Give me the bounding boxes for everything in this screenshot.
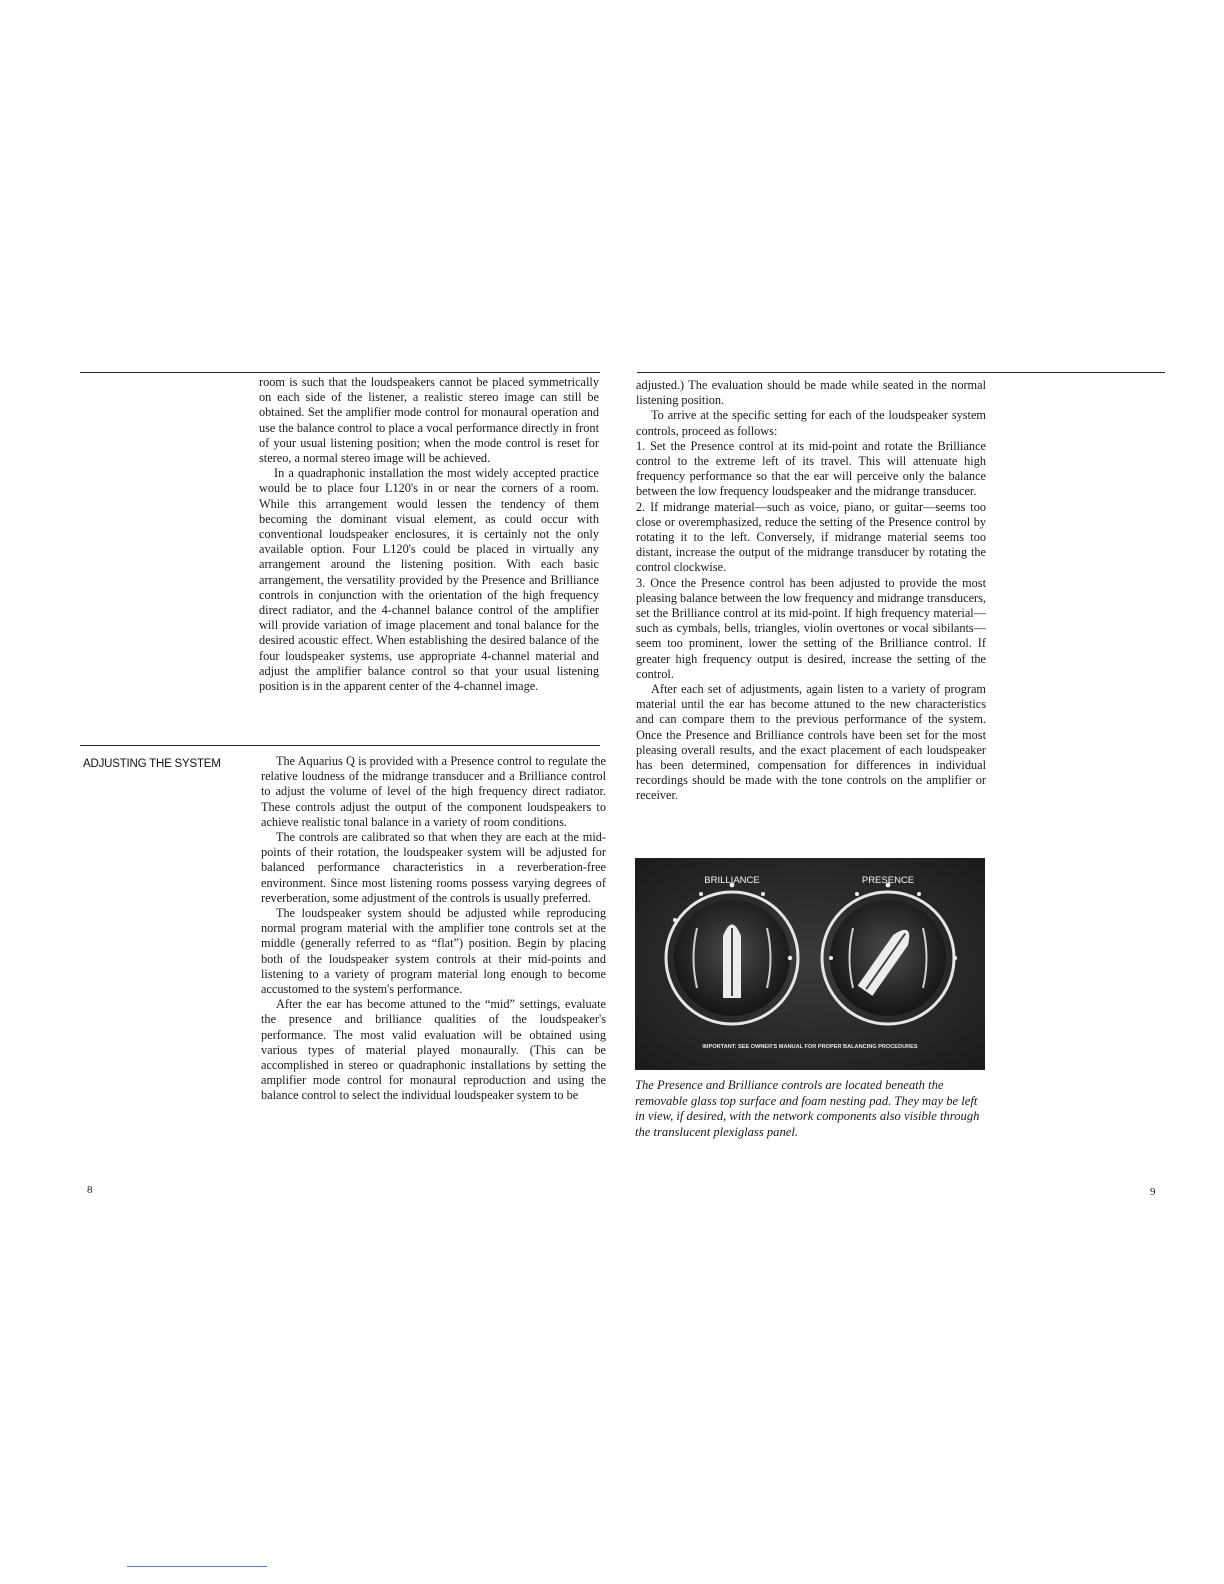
controls-illustration bbox=[635, 858, 985, 1070]
left-lower-paragraph-4: After the ear has become attuned to the “mid” settings, evaluate the presence and brilliance qualities of the loudspeaker's performance. The most valid evaluation will be obtained using various types of material played monaurally. (This can be accomplished in stereo or quadraphonic installations by setting the amplifier mode control for monaural reproduction and using the balance control to select the individual loudspeaker system to be bbox=[261, 997, 606, 1103]
right-column-text bbox=[636, 378, 986, 804]
lead-paragraph: To arrive at the specific setting for each of the loudspeaker system controls, proceed as follows: bbox=[636, 408, 986, 438]
top-rule-right bbox=[637, 372, 1165, 373]
step-1-paragraph: 1. Set the Presence control at its mid-point and rotate the Brilliance control to the extreme left of its travel. This will attenuate high frequency performance so that the ear will perceive only the balance between the low frequency loudspeaker and the midrange transducer. bbox=[636, 438, 986, 499]
footer-line bbox=[127, 1566, 267, 1567]
closing-paragraph: After each set of adjustments, again listen to a variety of program material until the ear has become attuned to the new characteristics and can compare them to the previous performance of the system. Once the Presence and Brilliance controls have been set for the most pleasing overall results, and the exact placement of each loudspeaker has been determined, compensation for differences in individual recordings should be made with the tone controls on the amplifier or receiver. bbox=[636, 682, 986, 803]
left-upper-paragraph-2: In a quadraphonic installation the most widely accepted practice would be to place four L120's in or near the corners of a room. While this arrangement would lessen the tendency of them becoming the dominant visual element, as could occur with conventional loudspeaker enclosures, it is certainly not the only available option. Four L120's could be placed in virtually any arrangement around the listening position. With each basic arrangement, the versatility provided by the Presence and Brilliance controls in conjunction with the orientation of the high frequency direct radiator, and the 4-channel balance control of the amplifier will provide variation of image placement and tonal balance for the desired acoustic effect. When establishing the desired balance of the four loudspeaker systems, use appropriate 4-channel material and adjust the amplifier balance control so that your usual listening position is in the apparent center of the 4-channel image. bbox=[259, 466, 599, 694]
left-lower-paragraph-1: The Aquarius Q is provided with a Presence control to regulate the relative loudness of the midrange transducer and a Brilliance control to adjust the volume of level of the high frequency direct radiator. These controls adjust the output of the component loudspeakers to achieve realistic tonal balance in a variety of room conditions. bbox=[261, 754, 606, 829]
section-heading: ADJUSTING THE SYSTEM bbox=[83, 758, 221, 770]
page-number-left: 8 bbox=[87, 1184, 93, 1196]
controls-photo bbox=[635, 858, 985, 1070]
intro-paragraph: adjusted.) The evaluation should be made while seated in the normal listening position. bbox=[636, 378, 986, 408]
left-upper-paragraph-1: room is such that the loudspeakers cannot be placed symmetrically on each side of the listener, a realistic stereo image can still be obtained. Set the amplifier mode control for monaural operation and use the balance control to place a vocal performance directly in front of your usual listening position; when the mode control is reset for stereo, a normal stereo image will be achieved. bbox=[259, 375, 599, 466]
page-number-right: 9 bbox=[1150, 1186, 1156, 1198]
left-lower-paragraph-3: The loudspeaker system should be adjusted while reproducing normal program material with the amplifier tone controls set at the middle (generally referred to as “flat”) position. Begin by placing both of the loudspeaker system controls at their mid-points and listening to a variety of program material long enough to become accustomed to the system's performance. bbox=[261, 906, 606, 997]
brilliance-label: BRILLIANCE bbox=[704, 875, 760, 886]
step-3-paragraph: 3. Once the Presence control has been adjusted to provide the most pleasing balance between the low frequency and midrange transducers, set the Brilliance control at its mid-point. If high frequency material—such as cymbals, bells, triangles, violin overtones or vocal sibilants—seem too prominent, lower the setting of the Brilliance control. If greater high frequency output is desired, increase the setting of the control. bbox=[636, 575, 986, 681]
left-column-lower bbox=[261, 754, 606, 1104]
left-column-upper bbox=[259, 375, 599, 694]
left-lower-paragraph-2: The controls are calibrated so that when they are each at the mid-points of their rotation, the loudspeaker system will be adjusted for balanced performance characteristics in a reverberation-free environment. Since most listening rooms possess varying degrees of reverberation, some adjustment of the controls is usually preferred. bbox=[261, 830, 606, 905]
photo-caption: The Presence and Brilliance controls are located beneath the removable glass top surface and foam nesting pad. They may be left in view, if desired, with the network components also visible through the translucent plexiglass panel. bbox=[635, 1078, 980, 1139]
step-2-paragraph: 2. If midrange material—such as voice, piano, or guitar—seems too close or overemphasized, reduce the setting of the Presence control by rotating it to the left. Conversely, if midrange material seems too distant, increase the output of the midrange transducer by rotating the control clockwise. bbox=[636, 499, 986, 575]
top-rule-left bbox=[80, 372, 600, 373]
presence-label: PRESENCE bbox=[861, 875, 915, 886]
section-rule-left bbox=[80, 745, 600, 746]
balancing-notice: IMPORTANT: SEE OWNER'S MANUAL FOR PROPER BALANCING PROCEDURES bbox=[702, 1044, 918, 1050]
